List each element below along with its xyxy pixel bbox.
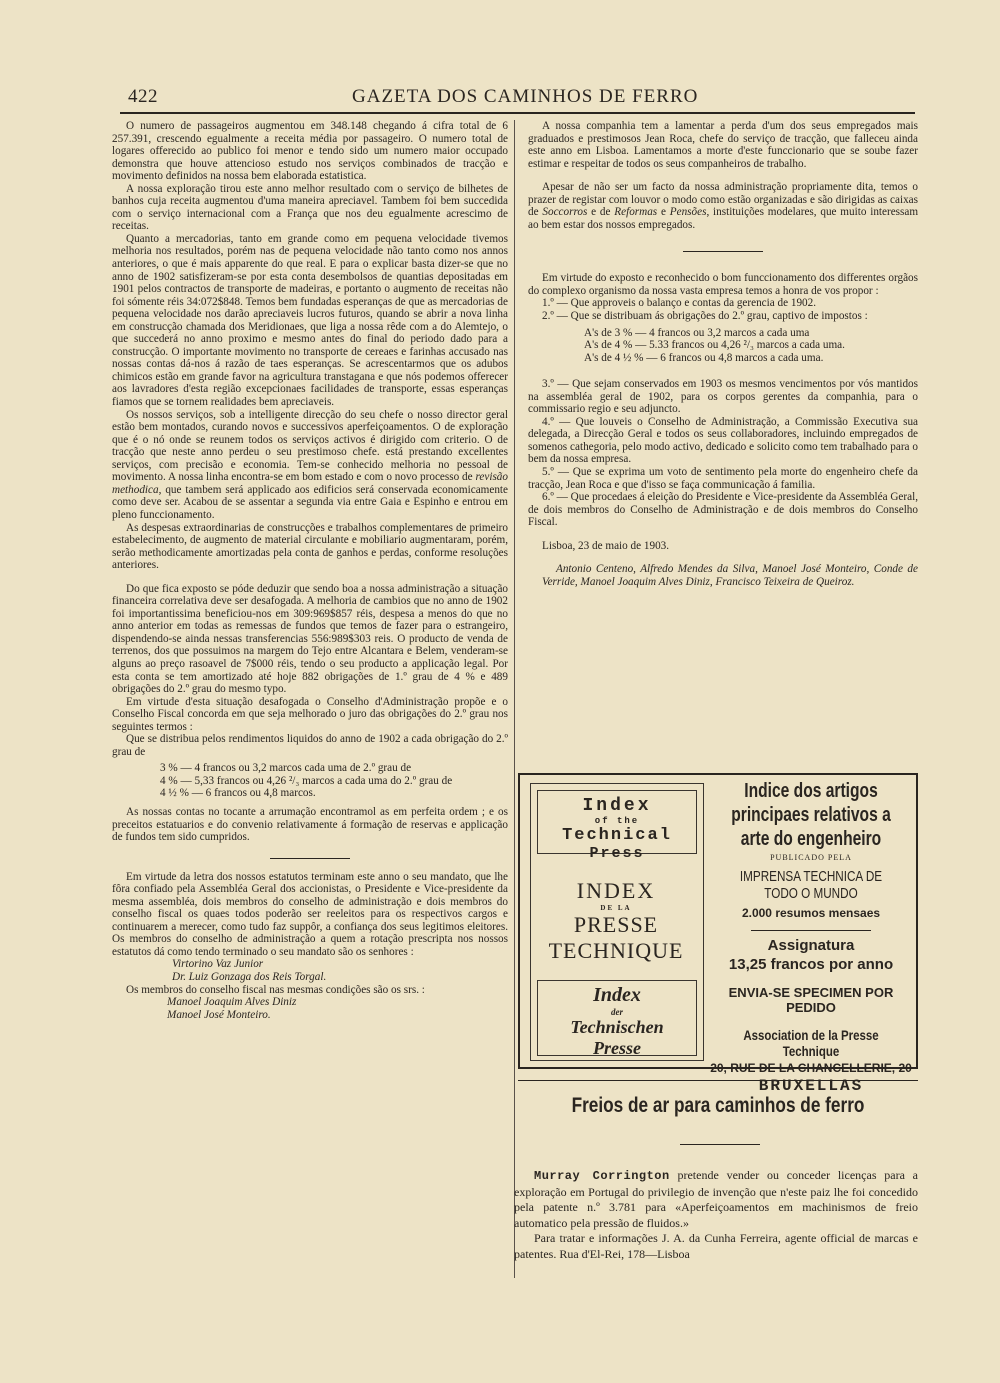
- paragraph: [528, 181, 918, 231]
- text-run: pretende vender ou conceder licenças para a exploração em Portugal do privilegio de invenção que n'este paiz lhe foi concedido pela patente n.º 3.781 para «Aperfeiçoamentos em machinismos de freio automatico pela pressão de fluidos.»: [514, 1168, 919, 1230]
- ad-title: Indice dos artigos principaes relativos a arte do engenheiro: [731, 780, 891, 850]
- logo-text: Technischen: [570, 1017, 664, 1037]
- section-divider: [683, 251, 763, 252]
- italic-term: Reformas: [614, 206, 658, 219]
- date-line: Lisboa, 23 de maio de 1903.: [542, 539, 670, 552]
- paragraph: [112, 409, 508, 522]
- paragraph: O numero de passageiros augmentou em 348.148 chegando á cifra total de 6 257.391, crescendo egualmente a receita média por passageiro. O numero total de logares offerecido ao publico foi menor e tendo sido um numero maior occupado demonstra que houve attencioso estudo nos serviços combinados de tracção e movimento definidos na nossa bem elaborada estatistica.: [112, 120, 508, 183]
- right-column: [528, 120, 918, 588]
- freios-heading: Freios de ar para caminhos de ferro: [571, 1094, 865, 1117]
- signatories: Antonio Centeno, Alfredo Mendes da Silva, Manoel José Monteiro, Conde de Verride, Manoel Joaquim Alves Diniz, Francisco Teixeira de Queiroz.: [542, 563, 918, 588]
- logo-text: TECHNIQUE: [548, 938, 684, 963]
- italic-term: Pensões: [669, 206, 707, 219]
- rates-list: [160, 762, 508, 800]
- paragraph: 4.º — Que louveis o Conselho de Administração, a Commissão Executiva sua delegada, a Direcção Geral e todos os seus collaboradores, incluindo empregados de somenos cathegoria, pelo modo activo, dedicado e solicito como tem trabalhado para o bem da nossa empresa.: [528, 415, 918, 466]
- paragraph: Para tratar e informações J. A. da Cunha Ferreira, agente official de marcas e patentes. Rua d'El-Rei, 178—Lisboa: [514, 1231, 918, 1261]
- logo-index-english: [537, 790, 697, 862]
- paragraph: Em virtude do exposto e reconhecido o bom funccionamento dos differentes orgãos do complexo organismo da nossa vasta empresa temos a honra de vos propor :: [528, 272, 918, 297]
- logo-text: INDEX: [576, 878, 656, 903]
- rate-line: 3 % — 4 francos ou 3,2 marcos cada uma de 2.º grau de: [160, 762, 412, 775]
- paragraph: [514, 1168, 918, 1231]
- advertisement-text: [708, 775, 914, 1095]
- left-column: [112, 120, 508, 1021]
- paragraph: 1.º — Que approveis o balanço e contas da gerencia de 1902.: [542, 297, 817, 310]
- logo-index-german: [537, 980, 697, 1056]
- rates-list: [584, 327, 918, 365]
- section-rule: [518, 1080, 918, 1081]
- paragraph: 2.º — Que se distribuam ás obrigações do 2.º grau, captivo de impostos :: [542, 310, 868, 323]
- index-logo: [530, 783, 704, 1061]
- paragraph: Em virtude d'esta situação desafogada o Conselho d'Administração propõe e o Conselho Fiscal concorda em que seja melhorado o juro das obrigações do 2.º grau nos seguintes termos :: [112, 695, 508, 733]
- section-divider: [270, 858, 350, 859]
- text-run: , instituições modelares, que muito interessam ao bem estar dos nossos empregados.: [528, 206, 919, 231]
- rate-line: 4 % — 5,33 francos ou 4,26 ²/₃ marcos a cada uma do 2.º grau de: [160, 774, 453, 787]
- paragraph: 3.º — Que sejam conservados em 1903 os mesmos vencimentos por vós mantidos na assembléa geral de 1902, para os corpos gerentes da companhia, para o commissario regio e seu adjuncto.: [528, 378, 918, 416]
- inventor-name: Murray Corrington: [534, 1169, 670, 1183]
- logo-text: of the: [594, 816, 640, 826]
- ad-subscription-label: Assignatura: [767, 937, 855, 954]
- section-divider: [680, 1144, 760, 1145]
- paragraph: A nossa companhia tem a lamentar a perda d'um dos seus empregados mais graduados e prestimosos Jean Roca, chefe do serviço de tracção, que falleceu ainda este anno em Lisboa. Lamentamos a morte d'este funccionario que se soube fazer estimar e respeitar de todos os seus companheiros de trabalho.: [528, 120, 918, 170]
- paragraph: 6.º — Que procedaes á eleição do Presidente e Vice-presidente da Assembléa Geral, de dois membros do Conselho de Administração e de dois membros do Conselho Fiscal.: [528, 491, 918, 529]
- ad-published-by: PUBLICADO PELA: [770, 853, 852, 862]
- paragraph: As nossas contas no tocante a arrumação encontramol as em perfeita ordem ; e os preceitos estatuarios e do convenio relativamente á formação de reservas e applicação de fundos tem sido cumpridos.: [112, 805, 508, 844]
- logo-text: Index: [593, 984, 641, 1006]
- rate-line: A's de 4 ½ % — 6 francos ou 4,8 marcos a cada uma.: [584, 351, 824, 364]
- header-rule: [120, 112, 915, 114]
- logo-text: der: [611, 1007, 623, 1017]
- text-run: Os nossos serviços, sob a intelligente direcção do seu chefe o nosso director geral estão bem montados, curando novos e successivos aperfeiçoamentos. O de exploração que é o nó onde se reunem todos os serviços activos é dirigido com criterio. O de tracção que neste anno perdeu o seu prestimoso chefe. está prestando excellentes serviços, com precisão e economia. Tem-se conhecido melhoria no pessoal de movimento. A nossa linha encontra-se em bom estado e com o novo processo de: [112, 408, 508, 484]
- index-advertisement: [518, 773, 918, 1095]
- logo-text: PRESSE: [573, 912, 659, 937]
- member-name: Virtorino Vaz Junior: [172, 958, 264, 971]
- member-name: Manoel Joaquim Alves Diniz: [167, 996, 297, 1009]
- rate-line: A's de 4 % — 5.33 francos ou 4,26 ²/₃ marcos a cada uma.: [584, 339, 845, 352]
- ad-specimen: ENVIA-SE SPECIMEN POR PEDIDO: [728, 985, 894, 1015]
- paragraph: 5.º — Que se exprima um voto de sentimento pela morte do engenheiro chefe da tracção, Jean Roca e que d'isso se faça communicação á familia.: [528, 466, 918, 491]
- text-run: , que tambem será applicado aos edificios será conservada economicamente como deve ser. Acabou de se assentar a segunda via entre Gaia e Espinho e entrou em pleno funccionamento.: [112, 483, 508, 521]
- member-name: Manoel José Monteiro.: [167, 1008, 271, 1021]
- paragraph: Que se distribua pelos rendimentos liquidos do anno de 1902 a cada obrigação do 2.º grau de: [112, 733, 508, 758]
- column-divider: [514, 120, 515, 1278]
- paragraph: Em virtude da letra dos nossos estatutos terminam este anno o seu mandato, que lhe fôra confiado pela Assembléa Geral dos accionistas, o Presidente e Vice-presidente da mesma assembléa, dois membros do conselho de administração e dois membros do conselho fiscal os quaes todos poderão ser reeleitos para os respectivos cargos e continuarem a merecer, como tudo faz suppôr, a confiança dos seus legitimos eleitores. Os membros do conselho de administração a quem a rotação prescripta nos nossos estatutos dá como tendo terminado o seu mandato são os senhores :: [112, 870, 508, 958]
- freios-notice: [514, 1168, 918, 1263]
- ad-rule: [751, 930, 871, 931]
- text-run: e: [660, 206, 666, 219]
- logo-index-french: [537, 864, 695, 974]
- italic-term: Soccorros: [542, 206, 588, 219]
- text-run: Apesar de não ser um facto da nossa administração propriamente dita, temos o prazer de registar com louvor o modo como estão organizadas e são dirigidas as caixas de: [528, 181, 918, 219]
- paragraph: A nossa exploração tirou este anno melhor resultado com o serviço de bilhetes de banhos cuja receita augmentou d'uma maneira apreciavel. Tambem foi bem succedida com o serviço internacional com a França que nos deu egualmente acrescimo de receitas.: [112, 182, 508, 233]
- rate-line: A's de 3 % — 4 francos ou 3,2 marcos a cada uma: [584, 326, 810, 339]
- italic-term: revisão methodica: [112, 471, 508, 496]
- text-run: e de: [591, 206, 611, 219]
- paragraph: As despesas extraordinarias de construcções e trabalhos complementares de primeiro estabelecimento, de augmento de material circulante e mobiliario augmentaram, porém, serão methodicamente amortizadas pela conta de ganhos e perdas, conforme resoluções anteriores.: [112, 521, 508, 572]
- logo-text: Index: [582, 796, 652, 816]
- logo-text: Technical: [562, 826, 672, 845]
- paragraph: Os membros do conselho fiscal nas mesmas condições são os srs. :: [126, 983, 425, 996]
- logo-text: Presse: [593, 1038, 641, 1058]
- paragraph: Do que fica exposto se póde deduzir que sendo boa a nossa administração a situação financeira correlativa deve ser desafogada. A melhoria de cambios que no anno de 1902 foi importantissima beneficiou-nos em 309:969$857 réis, despesa a menos do que no anno anterior em todas as remessas de fundos que temos de fazer para o estrangeiro, dispendendo-se ainda nessas transferencias 556:989$303 reis. O producto de venda de terrenos, dos que possuimos na margem do Tejo entre Alcantara e Belem, venderam-se alguns ao preço rasoavel de 7$000 réis, tendo o seu producto a applicação legal. Por esta conta se tem amortizado até hoje 882 obrigações de 1.º grau de 4 % e 489 obrigações do 2.º grau do mesmo typo.: [112, 582, 508, 696]
- paragraph: Quanto a mercadorias, tanto em grande como em pequena velocidade tivemos melhoria nos resultados, porém nas de pequena velocidade não tanto como nos annos anteriores, o que é mais apparente do que real. E para o explicar basta dizer-se que no anno de 1902 satisfizeram-se por esta conta desembolsos de quantias depositadas em 1901 pelos contractos de transporte de madeiras, e portanto o augmento de receitas não foi sómente réis 34:072$848. Temos bem fundadas esperanças de que as mercadorias de pequena velocidade nos darão apreciaveis lucros futuros, quando se abrir a nova linha em construcção chamada dos Meridionaes, que liga a nossa rêde com a do Alemtejo, o que succederá no anno proximo e mesmo antes do final do periodo dado para a construcção. O importante movimento no transporte de cereaes e farinhas accusado nas nossas contas dá-nos á razão de taes esperanças. Se acrescentarmos que os adubos chimicos estão em grande favor na agricultura transtagana e que nós podemos offerecer aos lavradores d'esta região excepcionaes facilidades de transporte, essas esperanças fiamos que se tornem realidades bem apreciaveis.: [112, 232, 508, 409]
- page-number: 422: [128, 86, 158, 107]
- ad-publisher: IMPRENSA TECHNICA DE TODO O MUNDO: [739, 868, 883, 902]
- logo-text: Press: [589, 845, 645, 862]
- ad-summaries: 2.000 resumos mensaes: [741, 906, 881, 920]
- logo-text: DE LA: [600, 904, 632, 912]
- rate-line: 4 ½ % — 6 francos ou 4,8 marcos.: [160, 787, 316, 800]
- ad-city: BRUXELLAS: [758, 1077, 864, 1095]
- ad-association: Association de la Presse Technique: [743, 1027, 879, 1059]
- publication-title: GAZETA DOS CAMINHOS DE FERRO: [352, 86, 699, 107]
- member-name: Dr. Luiz Gonzaga dos Reis Torgal.: [172, 971, 327, 983]
- ad-address: 20, RUE DE LA CHANCELLERIE, 20: [710, 1061, 912, 1075]
- ad-subscription-price: 13,25 francos por anno: [728, 956, 894, 973]
